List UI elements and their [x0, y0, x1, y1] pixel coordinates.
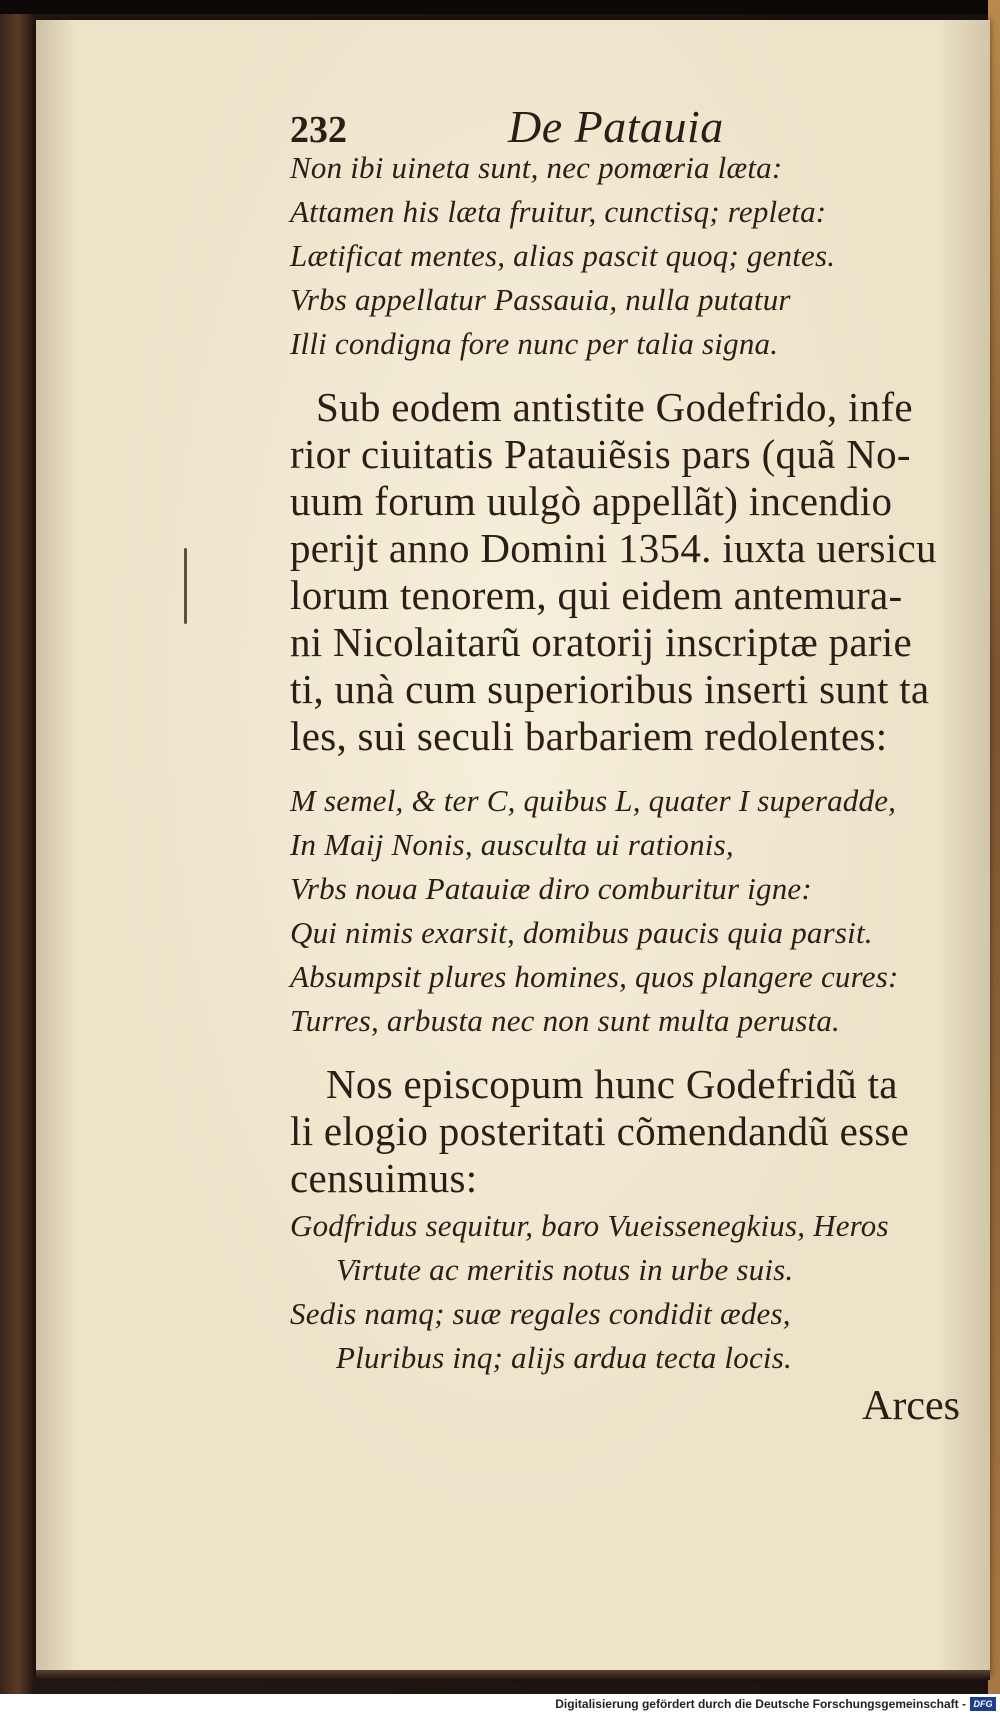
- prose-line: uum forum uulgò appellãt) incendio: [290, 478, 893, 524]
- prose-line: Sub eodem antistite Godefrido, infe: [316, 384, 913, 430]
- dfg-logo-icon: DFG: [970, 1697, 996, 1711]
- running-head: De Patauia: [508, 101, 724, 152]
- footer-credit: Digitalisierung gefördert durch die Deutsche Forschungsgemeinschaft -: [555, 1697, 966, 1711]
- prose-line: lorum tenorem, qui eidem antemura-: [290, 572, 903, 618]
- verse-line: Lætificat mentes, alias pascit quoq; gentes.: [290, 238, 836, 273]
- verse-line: Vrbs noua Patauiæ diro comburitur igne:: [290, 871, 812, 906]
- prose-line: rior ciuitatis Patauiẽsis pars (quã No-: [290, 431, 911, 477]
- page-number: 232: [290, 109, 347, 151]
- verse-line: Illi condigna fore nunc per talia signa.: [290, 326, 779, 361]
- verse-line: Godfridus sequitur, baro Vueissenegkius, Heros: [290, 1208, 889, 1243]
- verse-line: Sedis namq; suæ regales condidit ædes,: [290, 1296, 791, 1331]
- prose-line: ti, unà cum superioribus inserti sunt ta: [290, 666, 930, 712]
- verse-line: Vrbs appellatur Passauia, nulla putatur: [290, 282, 791, 317]
- catchword: Arces: [862, 1383, 960, 1429]
- prose-line: les, sui seculi barbariem redolentes:: [290, 713, 888, 759]
- prose-line: perijt anno Domini 1354. iuxta uersicu: [290, 525, 937, 571]
- margin-mark: [184, 548, 187, 624]
- verse-line-indented: Virtute ac meritis notus in urbe suis.: [336, 1252, 794, 1287]
- verse-line: Turres, arbusta nec non sunt multa perusta.: [290, 1003, 840, 1038]
- prose-line: ni Nicolaitarũ oratorij inscriptæ parie: [290, 619, 912, 665]
- verse-line: In Maij Nonis, ausculta ui rationis,: [290, 827, 734, 862]
- prose-line: Nos episcopum hunc Godefridũ ta: [326, 1061, 898, 1107]
- verse-line: Attamen his læta fruitur, cunctisq; repleta:: [290, 194, 827, 229]
- verse-line: Non ibi uineta sunt, nec pomœria læta:: [290, 150, 783, 185]
- verse-line: M semel, & ter C, quibus L, quater I superadde,: [290, 783, 897, 818]
- scan-top-edge: [0, 0, 1000, 14]
- prose-line: li elogio posteritati cõmendandũ esse: [290, 1108, 910, 1154]
- verse-line: Absumpsit plures homines, quos plangere cures:: [290, 959, 899, 994]
- page-bottom-edge: [36, 1670, 990, 1680]
- verse-line: Qui nimis exarsit, domibus paucis quia parsit.: [290, 915, 873, 950]
- verse-line-indented: Pluribus inq; alijs ardua tecta locis.: [336, 1340, 792, 1375]
- prose-line: censuimus:: [290, 1155, 478, 1201]
